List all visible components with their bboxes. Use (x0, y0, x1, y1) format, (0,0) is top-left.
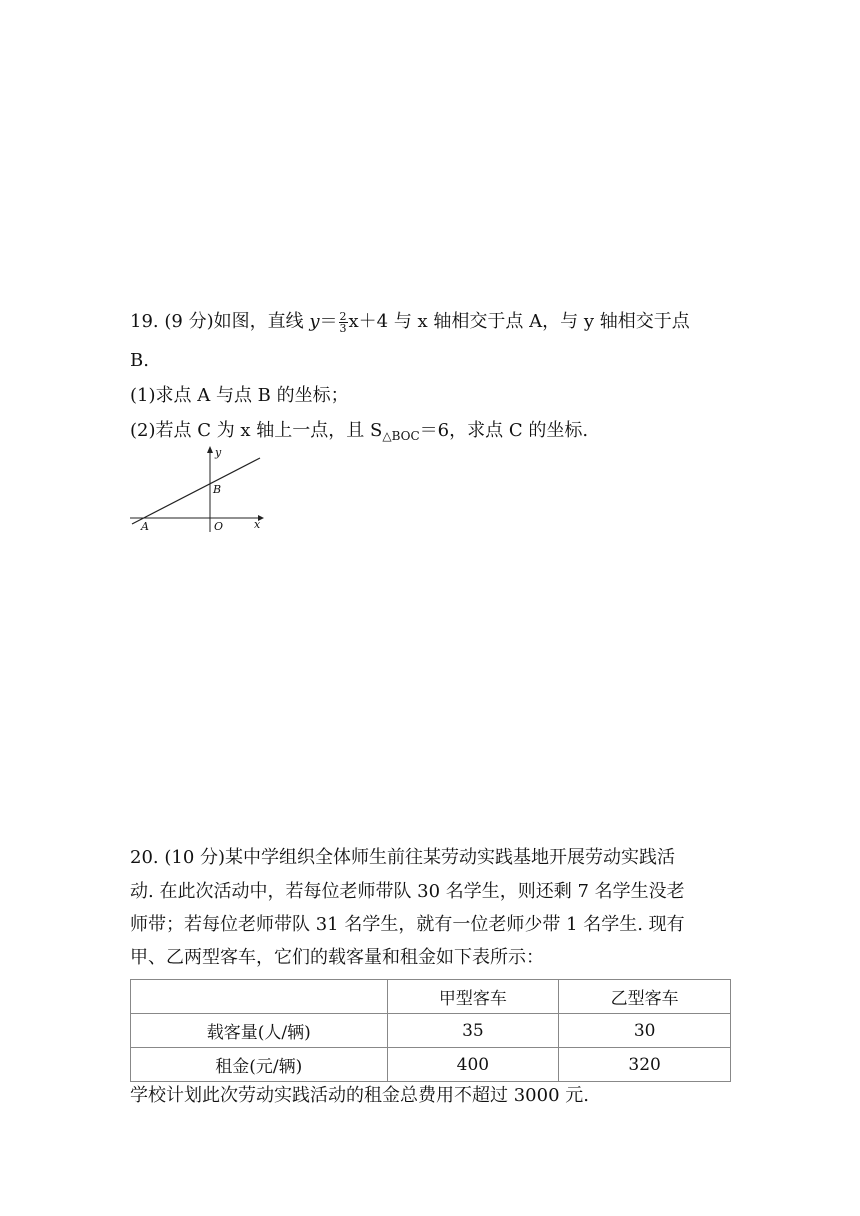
label-o: O (214, 520, 224, 533)
q19-frac-num: 2 (339, 309, 347, 323)
table-cell: 35 (387, 1014, 559, 1048)
q19-equals: ＝ (319, 311, 338, 332)
q19-part2-b: ＝6，求点 C 的坐标. (419, 420, 589, 441)
label-b: B (213, 483, 222, 496)
q19-intro: 如图，直线 (213, 311, 310, 332)
table-cell: 320 (559, 1048, 731, 1082)
table-header-cell (131, 980, 388, 1014)
table-row (131, 1014, 731, 1048)
table-cell: 30 (559, 1014, 731, 1048)
q19-var-y: y (309, 311, 320, 332)
q20-line3: 师带；若每位老师带队 31 名学生，就有一位老师少带 1 名学生. 现有 (130, 914, 685, 935)
table-cell: 400 (387, 1048, 559, 1082)
table-header-cell: 甲型客车 (387, 980, 559, 1014)
q19-fraction (339, 311, 348, 334)
q19-frac-den: 3 (339, 321, 347, 335)
table-header-row (131, 980, 731, 1014)
q20-line1: 20. (10 分)某中学组织全体师生前往某劳动实践基地开展劳动实践活 (130, 847, 676, 868)
table-row (131, 1048, 731, 1082)
q19-part1: (1)求点 A 与点 B 的坐标； (130, 385, 349, 406)
table-cell: 载客量(人/辆) (131, 1014, 388, 1048)
q20-after: 学校计划此次劳动实践活动的租金总费用不超过 3000 元. (130, 1085, 589, 1106)
q19-figure (126, 444, 276, 536)
q19-part2-sub: △BOC (382, 429, 420, 443)
label-x: x (254, 518, 261, 531)
label-a: A (141, 520, 149, 533)
q20-line4: 甲、乙两型客车，它们的载客量和租金如下表所示： (130, 947, 544, 968)
q19-line2: B. (130, 350, 149, 371)
q19-score: (9 分) (164, 311, 214, 332)
label-y: y (215, 446, 222, 459)
table-header-cell: 乙型客车 (559, 980, 731, 1014)
q20-line2: 动. 在此次活动中，若每位老师带队 30 名学生，则还剩 7 名学生没老 (130, 881, 685, 902)
q19-number: 19. (130, 311, 159, 332)
q19-line1 (130, 310, 690, 334)
function-line (132, 458, 260, 524)
bus-rental-table (130, 979, 731, 1082)
q19-part2-a: (2)若点 C 为 x 轴上一点，且 S (130, 420, 383, 441)
table-cell: 租金(元/辆) (131, 1048, 388, 1082)
y-axis-arrow (207, 446, 213, 453)
q19-eq-tail: x＋4 与 x 轴相交于点 A，与 y 轴相交于点 (348, 311, 690, 332)
